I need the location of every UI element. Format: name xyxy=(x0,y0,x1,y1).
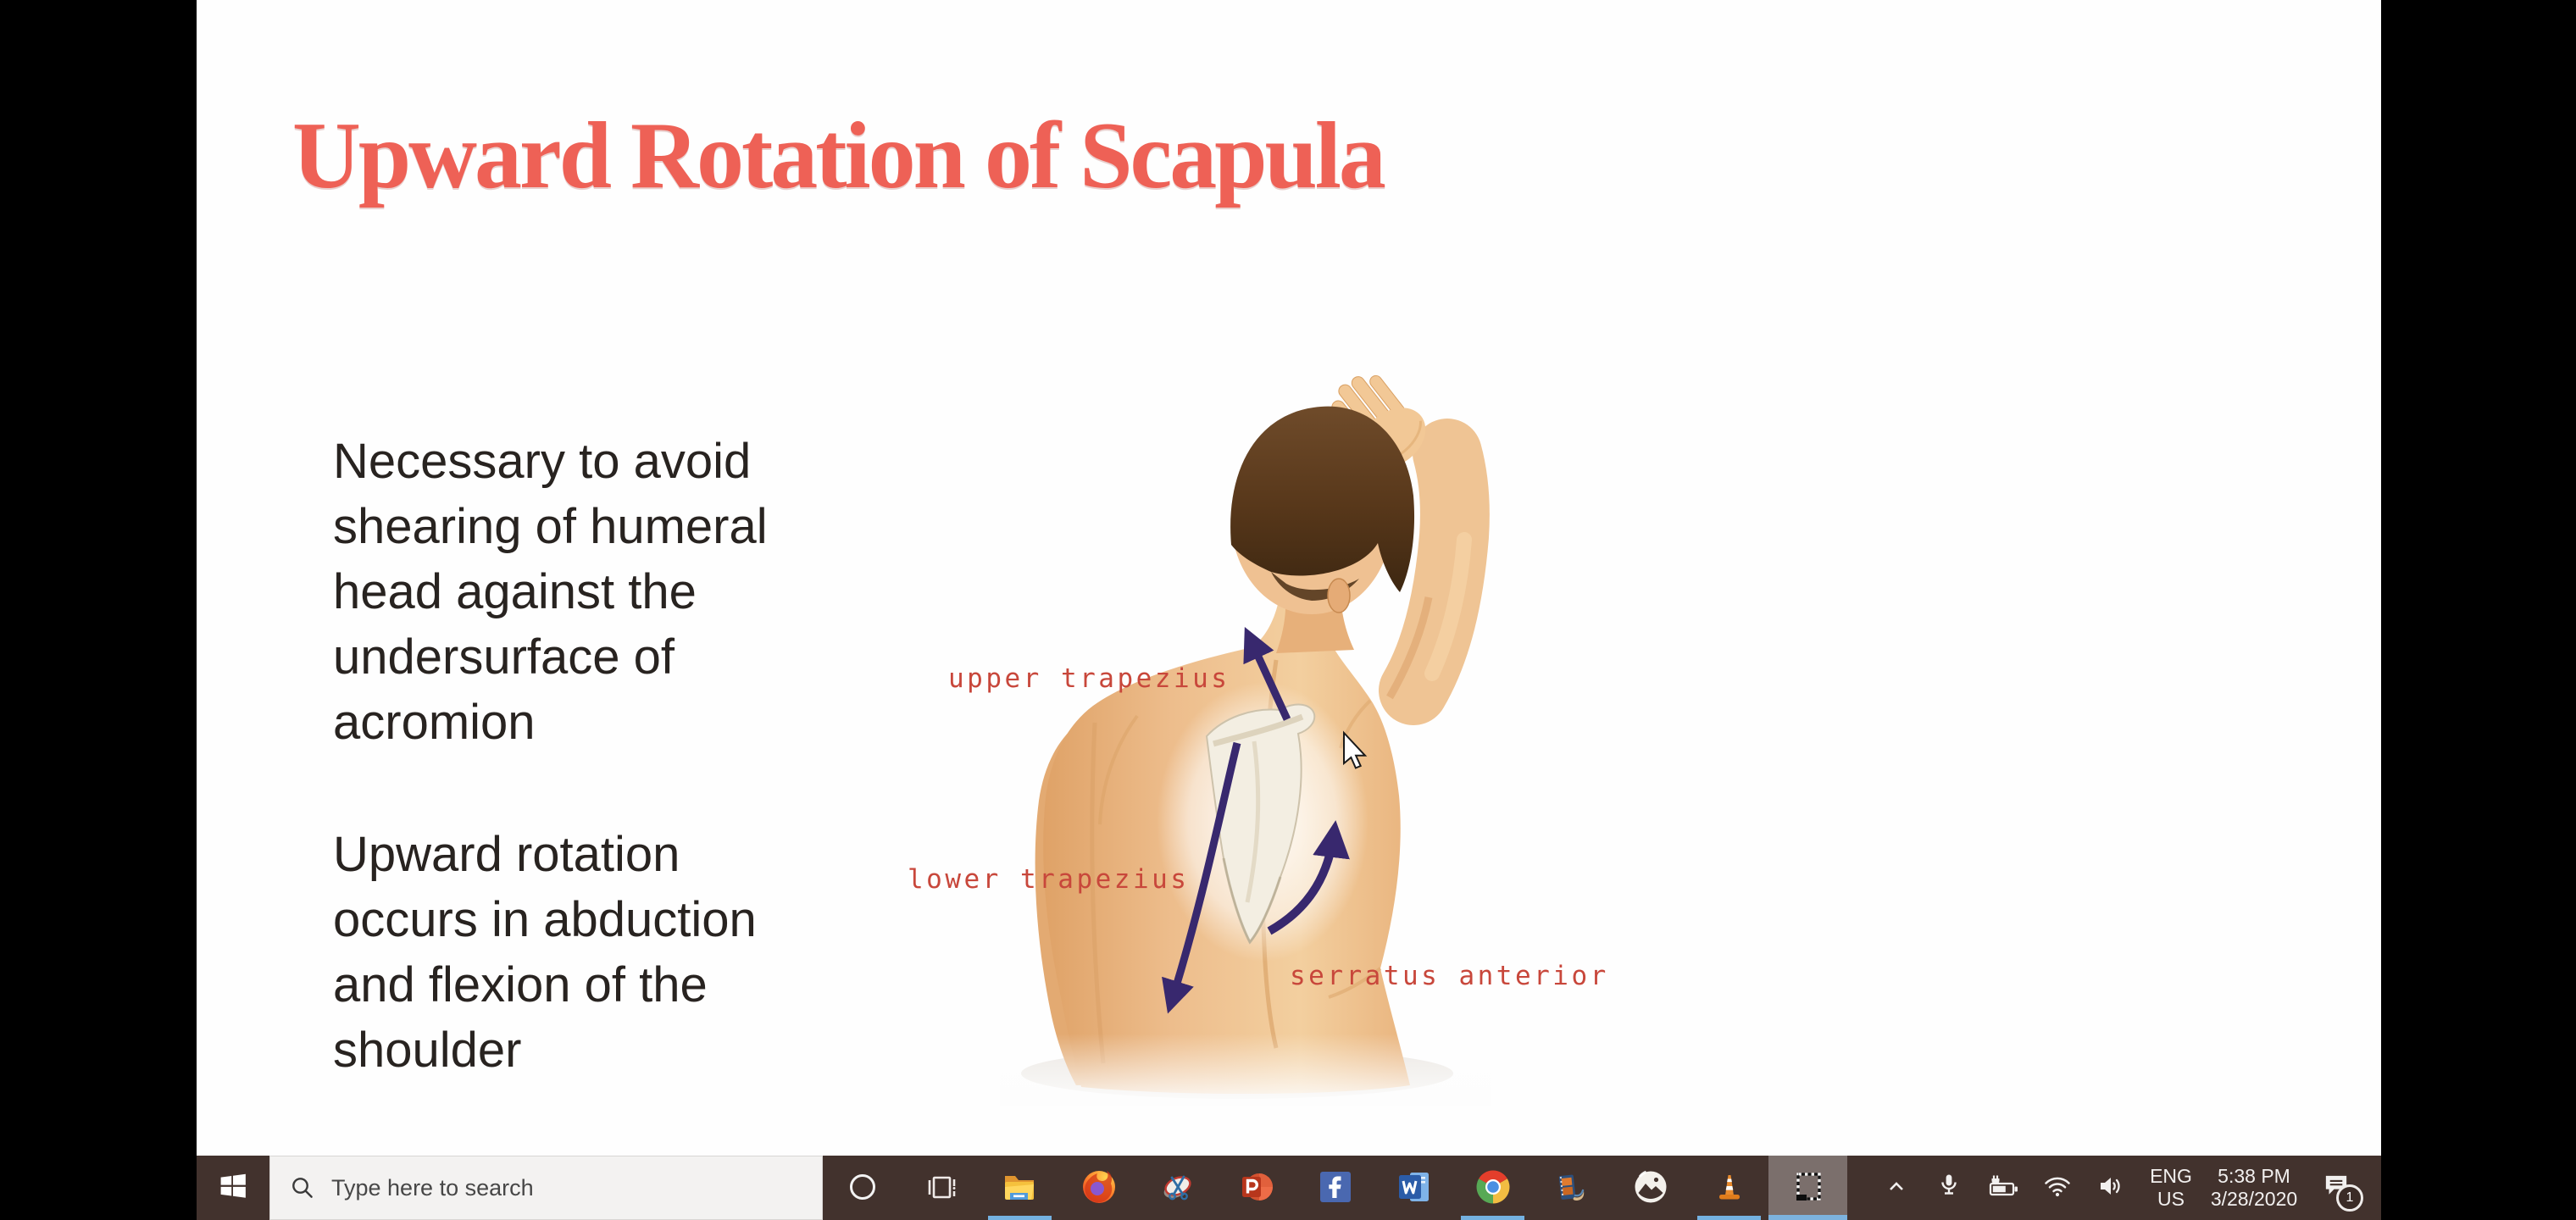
label-serratus-anterior: serratus anterior xyxy=(1290,961,1609,991)
windows-logo-icon xyxy=(218,1171,248,1206)
tray-clock[interactable] xyxy=(2204,1156,2304,1220)
tray-wifi[interactable] xyxy=(2031,1156,2084,1220)
label-upper-trapezius: upper trapezius xyxy=(948,663,1230,694)
taskbar-apps xyxy=(823,1156,1847,1220)
desktop-screen xyxy=(197,0,2381,1220)
tray-volume[interactable] xyxy=(2084,1156,2138,1220)
photos-icon xyxy=(1633,1169,1668,1207)
language-region: US xyxy=(2157,1188,2185,1210)
clock-time: 5:38 PM xyxy=(2218,1165,2290,1187)
clock-date: 3/28/2020 xyxy=(2210,1188,2298,1210)
taskbar-app-word[interactable] xyxy=(1374,1156,1453,1220)
taskbar-app-file-explorer[interactable] xyxy=(980,1156,1059,1220)
battery-charging-icon xyxy=(1986,1173,2020,1203)
tray-battery[interactable] xyxy=(1975,1156,2031,1220)
facebook-icon xyxy=(1318,1169,1353,1207)
tray-microphone[interactable] xyxy=(1923,1156,1975,1220)
anatomy-illustration xyxy=(881,318,1779,1106)
snipping-tool-icon xyxy=(1160,1169,1196,1207)
label-lower-trapezius: lower trapezius xyxy=(908,864,1190,895)
powerpoint-icon xyxy=(1239,1169,1274,1207)
search-icon xyxy=(289,1174,316,1201)
taskbar-app-firefox[interactable] xyxy=(1059,1156,1138,1220)
taskbar-search[interactable] xyxy=(269,1156,823,1220)
taskbar-app-video-editor[interactable] xyxy=(1532,1156,1611,1220)
taskbar-app-chrome[interactable] xyxy=(1453,1156,1532,1220)
slide-paragraph-2: Upward rotation occurs in abduction and flexion of the shoulder xyxy=(333,827,757,1078)
file-explorer-icon xyxy=(1002,1170,1039,1206)
tray-action-center[interactable] xyxy=(2304,1156,2368,1220)
taskbar-app-snipping-tool[interactable] xyxy=(1138,1156,1217,1220)
task-view-icon xyxy=(924,1170,958,1206)
microphone-icon xyxy=(1936,1173,1962,1204)
letterbox-left xyxy=(0,0,197,1220)
vlc-icon xyxy=(1712,1169,1747,1207)
start-button[interactable] xyxy=(197,1156,269,1220)
wifi-icon xyxy=(2043,1173,2072,1203)
taskbar-app-screen-recorder[interactable] xyxy=(1768,1156,1847,1220)
presentation-slide xyxy=(197,0,2381,1156)
taskbar-app-vlc[interactable] xyxy=(1690,1156,1768,1220)
taskbar xyxy=(197,1156,2381,1220)
taskbar-app-task-view[interactable] xyxy=(902,1156,980,1220)
chevron-up-icon xyxy=(1884,1176,1909,1201)
video-editor-icon xyxy=(1554,1169,1590,1207)
notification-count-badge: 1 xyxy=(2336,1184,2363,1212)
speaker-icon xyxy=(2096,1173,2125,1203)
screen-recorder-icon xyxy=(1790,1168,1827,1208)
taskbar-app-powerpoint[interactable] xyxy=(1217,1156,1296,1220)
language-code: ENG xyxy=(2150,1165,2192,1187)
slide-title: Upward Rotation of Scapula xyxy=(292,103,1384,208)
chrome-icon xyxy=(1475,1169,1511,1207)
taskbar-app-facebook[interactable] xyxy=(1296,1156,1374,1220)
firefox-icon xyxy=(1081,1169,1117,1207)
taskbar-app-photos[interactable] xyxy=(1611,1156,1690,1220)
ear xyxy=(1328,579,1350,613)
letterbox-right xyxy=(2381,0,2576,1220)
tray-show-hidden-icons[interactable] xyxy=(1870,1156,1923,1220)
search-input[interactable] xyxy=(316,1156,822,1220)
system-tray xyxy=(1870,1156,2376,1220)
slide-paragraph-1: Necessary to avoid shearing of humeral head against the undersurface of acromion xyxy=(333,434,768,750)
taskbar-app-cortana[interactable] xyxy=(823,1156,902,1220)
anatomy-figure xyxy=(1000,358,1491,1106)
tray-language-indicator[interactable] xyxy=(2138,1156,2204,1220)
word-icon xyxy=(1396,1169,1432,1207)
cortana-icon xyxy=(846,1170,880,1206)
